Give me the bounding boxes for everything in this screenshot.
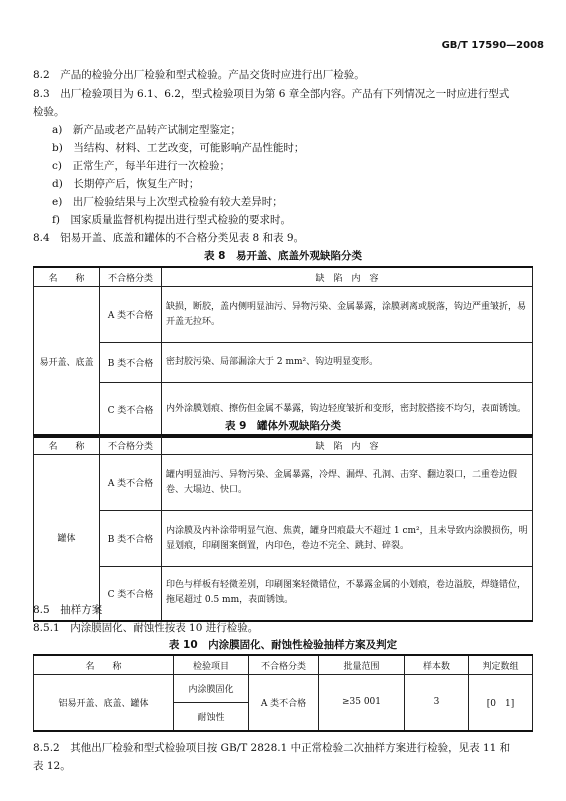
table-10-header-sample: 样本数	[405, 655, 469, 675]
clause-8-5: 8.5 抽样方案	[33, 604, 103, 616]
table-10	[33, 654, 533, 732]
table-row	[34, 455, 533, 511]
table-10-header-item: 检验项目	[174, 655, 249, 675]
table-8-class-c: C 类不合格	[100, 383, 162, 437]
clause-8-5-1: 8.5.1 内涂膜固化、耐蚀性按表 10 进行检验。	[33, 622, 259, 634]
table-row	[34, 511, 533, 567]
table-10-header-name: 名 称	[34, 655, 174, 675]
table-9-header-class: 不合格分类	[100, 435, 162, 455]
list-item-e: e) 出厂检验结果与上次型式检验有较大差异时；	[52, 196, 283, 208]
table-row	[34, 567, 533, 621]
table-9-class-b: B 类不合格	[100, 511, 162, 567]
table-9-class-c: C 类不合格	[100, 567, 162, 621]
table-10-sample-cell: 3	[405, 675, 469, 731]
table-row	[34, 675, 533, 703]
table-8-desc-c: 内外涂膜划痕、擦伤但金属不暴露，钩边轻度皱折和变形，密封胶搭接不均匀，表面锈蚀。	[162, 383, 533, 437]
table-8-header-row	[34, 267, 533, 287]
table-8-desc-a: 缺损，断胶，盖内侧明显油污、异物污染、金属暴露，涂膜剥离或脱落，钩边严重皱折，易开盖无拉环。	[162, 287, 533, 343]
table-8-header-class: 不合格分类	[100, 267, 162, 287]
table-9-caption: 表 9 罐体外观缺陷分类	[225, 420, 341, 432]
table-10-batch-cell: ≥35 001	[319, 675, 405, 731]
table-8	[33, 266, 533, 438]
table-9	[33, 434, 533, 622]
table-8-header-content: 缺 陷 内 容	[162, 267, 533, 287]
table-10-header-class: 不合格分类	[249, 655, 319, 675]
table-10-header-judge: 判定数组	[469, 655, 533, 675]
table-10-name-cell: 铝易开盖、底盖、罐体	[34, 675, 174, 731]
clause-8-5-2-cont: 表 12。	[33, 760, 71, 772]
table-10-caption: 表 10 内涂膜固化、耐蚀性检验抽样方案及判定	[168, 639, 398, 651]
table-row	[34, 343, 533, 383]
table-10-header-row	[34, 655, 533, 675]
table-9-name-cell: 罐体	[34, 455, 100, 621]
standard-number: GB/T 17590—2008	[441, 40, 544, 51]
table-row	[34, 287, 533, 343]
list-item-c: c) 正常生产，每半年进行一次检验；	[52, 160, 230, 172]
table-9-desc-b: 内涂膜及内补涂带明显气泡、焦黄，罐身凹痕最大不超过 1 cm²，且未导致内涂膜损伤，明显划痕，印刷图案倒置，内印色，卷边不完全、跳封、碎裂。	[162, 511, 533, 567]
table-9-header-content: 缺 陷 内 容	[162, 435, 533, 455]
list-item-b: b) 当结构、材料、工艺改变，可能影响产品性能时；	[52, 142, 305, 154]
table-10-item-curing: 内涂膜固化	[174, 675, 249, 703]
table-8-class-a: A 类不合格	[100, 287, 162, 343]
clause-8-3: 8.3 出厂检验项目为 6.1、6.2，型式检验项目为第 6 章全部内容。产品有下列情况之一时应进行型式	[33, 88, 510, 100]
list-item-f: f) 国家质量监督机构提出进行型式检验的要求时。	[52, 214, 291, 226]
clause-8-3-cont: 检验。	[33, 106, 65, 118]
table-8-class-b: B 类不合格	[100, 343, 162, 383]
table-9-desc-c: 印色与样板有轻微差别，印刷图案轻微错位，不暴露金属的小划痕，卷边溢胶，焊缝错位，拖尾超过 0.5 mm，表面锈蚀。	[162, 567, 533, 621]
table-9-header-name: 名 称	[34, 435, 100, 455]
table-10-header-batch: 批量范围	[319, 655, 405, 675]
list-item-a: a) 新产品或老产品转产试制定型鉴定；	[52, 124, 241, 136]
clause-8-4: 8.4 铝易开盖、底盖和罐体的不合格分类见表 8 和表 9。	[33, 232, 305, 244]
table-9-desc-a: 罐内明显油污、异物污染、金属暴露，冷焊、漏焊、孔洞、击穿、翻边裂口，二重卷边假卷、大塌边、快口。	[162, 455, 533, 511]
table-8-name-cell: 易开盖、底盖	[34, 287, 100, 437]
table-10-item-corrosion: 耐蚀性	[174, 703, 249, 731]
table-8-header-name: 名 称	[34, 267, 100, 287]
clause-8-2: 8.2 产品的检验分出厂检验和型式检验。产品交货时应进行出厂检验。	[33, 69, 365, 81]
table-10-judge-cell: [0 1]	[469, 675, 533, 731]
table-8-caption: 表 8 易开盖、底盖外观缺陷分类	[204, 250, 362, 262]
table-10-class-cell: A 类不合格	[249, 675, 319, 731]
table-8-desc-b: 密封胶污染、局部漏涂大于 2 mm²、钩边明显变形。	[162, 343, 533, 383]
table-9-class-a: A 类不合格	[100, 455, 162, 511]
clause-8-5-2: 8.5.2 其他出厂检验和型式检验项目按 GB/T 2828.1 中正常检验二次抽样方案进行检验，见表 11 和	[33, 742, 511, 754]
table-9-header-row	[34, 435, 533, 455]
list-item-d: d) 长期停产后，恢复生产时；	[52, 178, 200, 190]
